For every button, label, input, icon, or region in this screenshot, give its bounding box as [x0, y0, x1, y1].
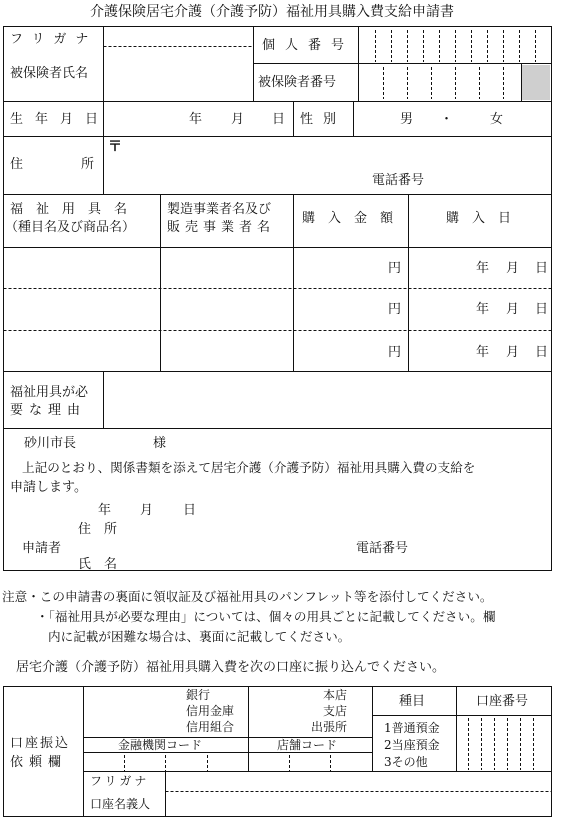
birthdate-label: 生年月日 [10, 112, 111, 127]
applicant-phone-label: 電話番号 [356, 541, 409, 556]
row-2-month-unit: 月 [506, 302, 520, 317]
furigana-input[interactable] [105, 28, 252, 45]
table-row[interactable] [5, 290, 550, 329]
declaration-text-line2: 申請します。 [10, 480, 87, 495]
personal-number-label: 個人番号 [262, 38, 355, 53]
branch-type-main: 本店 [323, 688, 348, 702]
row-1-yen-unit: 円 [388, 261, 402, 276]
row-3-day-unit: 日 [535, 345, 549, 360]
account-type-current[interactable]: 2当座預金 [384, 738, 440, 752]
account-number-input[interactable] [458, 717, 550, 770]
branch-type-office: 出張所 [311, 720, 348, 734]
row-2-year-unit: 年 [476, 302, 490, 317]
note-line3: 内に記載が困難な場合は、裏面に記載してください。 [48, 629, 351, 644]
birth-day-unit: 日 [272, 112, 286, 127]
purchase-amount-header: 購入金額 [302, 211, 407, 226]
birth-month-unit: 月 [231, 112, 245, 127]
row-1-year-unit: 年 [476, 261, 490, 276]
account-type-header: 種目 [399, 694, 426, 709]
personal-number-input[interactable] [360, 28, 550, 62]
row-3-yen-unit: 円 [388, 345, 402, 360]
bank-section-label-line1: 口座振込 [10, 736, 71, 751]
account-holder-label: 口座名義人 [90, 797, 151, 811]
row-3-year-unit: 年 [476, 345, 490, 360]
equipment-name-subheader: （種目名及び商品名） [5, 220, 136, 235]
postal-mark-icon: 〒 [108, 139, 122, 155]
bank-intro-text: 居宅介護（介護予防）福祉用具購入費を次の口座に振り込んでください。 [16, 660, 446, 675]
address-label-part1: 住 [10, 157, 24, 172]
form-title: 介護保険居宅介護（介護予防）福祉用具購入費支給申請書 [90, 4, 454, 20]
row-1-day-unit: 日 [535, 261, 549, 276]
birth-year-unit: 年 [189, 112, 203, 127]
applicant-name-label: 氏 名 [78, 557, 118, 572]
bank-code-label: 金融機関コード [118, 738, 203, 752]
bank-type-kumiai: 信用組合 [186, 720, 235, 734]
branch-code-input[interactable] [250, 754, 371, 770]
insured-number-label: 被保険者番号 [258, 75, 337, 90]
maker-seller-header: 製造事業者名及び [167, 202, 272, 217]
insured-name-input[interactable] [105, 48, 252, 100]
account-type-ordinary[interactable]: 1普通預金 [384, 721, 440, 735]
insured-number-input[interactable] [360, 65, 520, 100]
row-2-day-unit: 日 [535, 302, 549, 317]
holder-furigana-label: フリガナ [90, 774, 150, 788]
equipment-name-header: 福祉用具名 [10, 202, 141, 217]
application-day-unit: 日 [183, 503, 197, 518]
table-row[interactable] [5, 332, 550, 370]
bank-type-shinkin: 信用金庫 [186, 704, 235, 718]
sex-separator: ・ [440, 112, 454, 127]
applicant-label: 申請者 [22, 541, 62, 556]
addressee-honorific: 様 [153, 436, 167, 451]
purchase-date-header: 購入日 [446, 211, 525, 226]
account-holder-input[interactable] [167, 793, 550, 815]
bank-section-label-line2: 依頼欄 [10, 755, 68, 770]
branch-type-branch: 支店 [323, 704, 348, 718]
insured-number-shaded-cell [522, 65, 550, 100]
reason-label-line2: 要な理由 [10, 403, 87, 418]
sex-label: 性別 [300, 112, 347, 127]
phone-label: 電話番号 [372, 173, 425, 188]
applicant-address-label: 住 所 [78, 522, 118, 537]
reason-label-line1: 福祉用具が必 [10, 385, 89, 400]
insured-number-shaded-border [521, 64, 522, 101]
declaration-text-line1: 上記のとおり、関係書類を添えて居宅介護（介護予防）福祉用具購入費の支給を [22, 460, 476, 475]
account-type-other[interactable]: 3その他 [384, 755, 428, 769]
note-line1: 注意・この申請書の裏面に領収証及び福祉用具のパンフレット等を添付してください。 [2, 589, 493, 604]
application-year-unit: 年 [98, 503, 112, 518]
bank-name-input[interactable] [85, 688, 183, 736]
row-1-month-unit: 月 [506, 261, 520, 276]
address-label-part2: 所 [81, 157, 95, 172]
row-2-yen-unit: 円 [388, 302, 402, 317]
sex-female-option[interactable]: 女 [490, 112, 504, 127]
table-row[interactable] [5, 249, 550, 287]
holder-furigana-input[interactable] [167, 773, 550, 790]
bank-code-input[interactable] [85, 754, 247, 770]
insured-name-label: 被保険者氏名 [10, 66, 89, 81]
addressee-label: 砂川市長 [24, 436, 77, 451]
branch-code-label: 店舗コード [277, 738, 338, 752]
maker-seller-subheader: 販売事業者名 [167, 220, 276, 235]
bank-type-bank: 銀行 [186, 688, 211, 702]
note-line2: ・「福祉用具が必要な理由」については、個々の用具ごとに記載してください。欄 [36, 609, 496, 624]
row-3-month-unit: 月 [506, 345, 520, 360]
branch-name-input[interactable] [250, 688, 310, 736]
address-input[interactable] [105, 138, 550, 193]
reason-input[interactable] [105, 373, 550, 427]
application-month-unit: 月 [140, 503, 154, 518]
sex-male-option[interactable]: 男 [400, 112, 414, 127]
furigana-label: フリガナ [10, 32, 98, 47]
account-number-header: 口座番号 [476, 694, 529, 709]
